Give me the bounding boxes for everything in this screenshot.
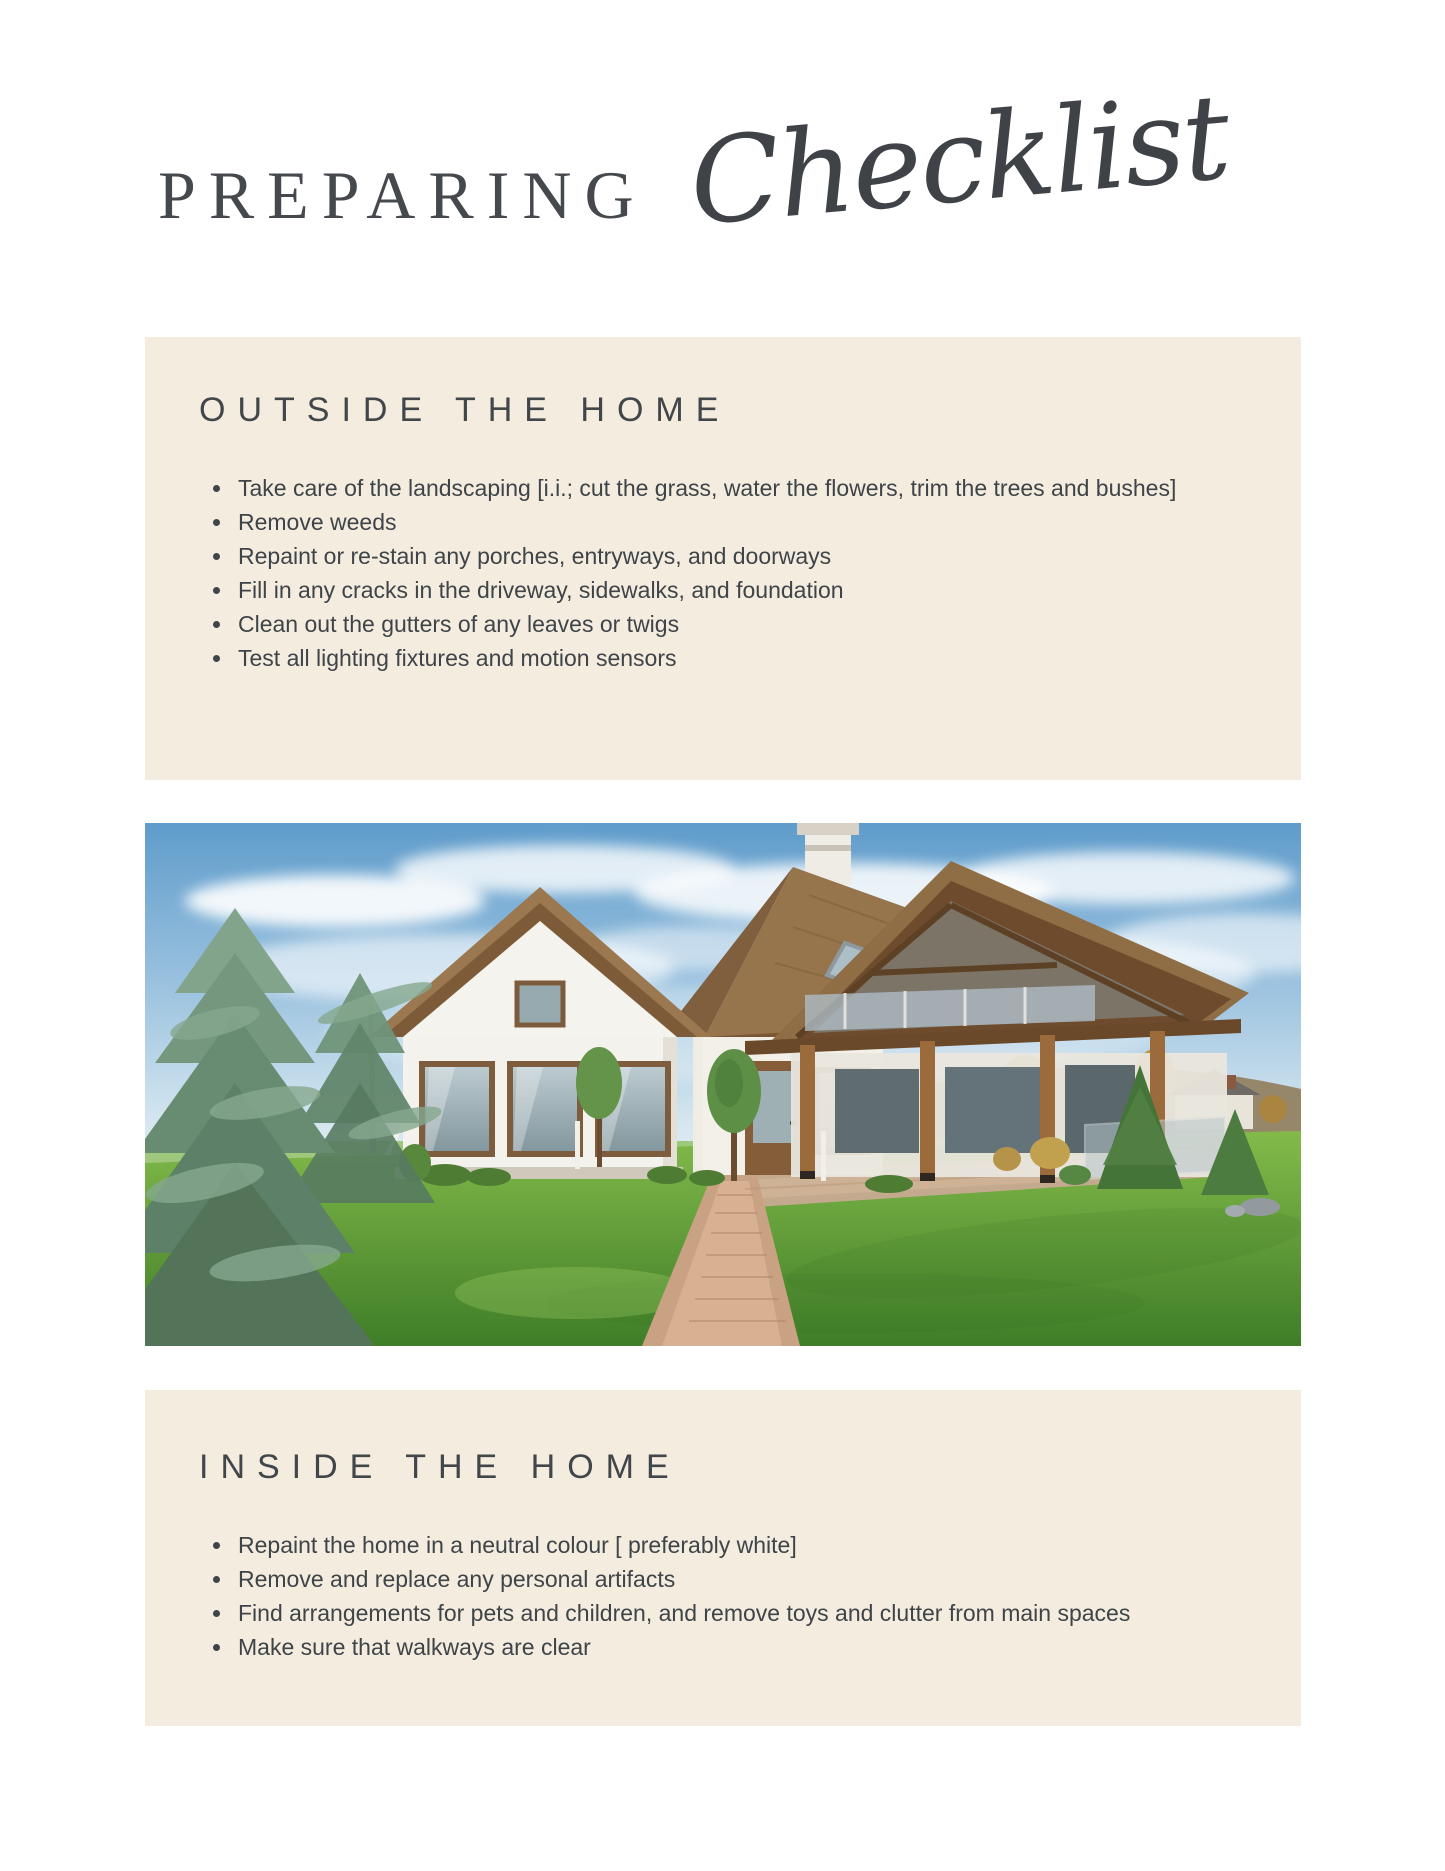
checklist-item: [213, 607, 1245, 641]
front-windows: [419, 1061, 671, 1157]
title-word-checklist: Checklist: [683, 67, 1234, 252]
section-inside-the-home: [145, 1390, 1301, 1726]
outside-heading: OUTSIDE THE HOME: [199, 391, 731, 429]
house-photo: [145, 823, 1301, 1346]
bullet-dot-icon: [213, 485, 220, 492]
checklist-item-text: Clean out the gutters of any leaves or twigs: [238, 611, 680, 637]
bullet-dot-icon: [213, 1542, 220, 1549]
bullet-dot-icon: [213, 621, 220, 628]
checklist-item-text: Make sure that walkways are clear: [238, 1634, 591, 1660]
inside-heading: INSIDE THE HOME: [199, 1448, 681, 1486]
checklist-item: [213, 539, 1245, 573]
white-stake-2: [821, 1131, 826, 1181]
checklist-item-text: Repaint the home in a neutral colour [ preferably white]: [238, 1532, 797, 1558]
title-word-preparing: PREPARING: [158, 157, 647, 233]
page-title: [158, 67, 1378, 252]
checklist-item-text: Remove weeds: [238, 509, 397, 535]
checklist-item: [213, 471, 1245, 505]
checklist-item: [213, 505, 1245, 539]
checklist-item-text: Find arrangements for pets and children, and remove toys and clutter from main spaces: [238, 1600, 1131, 1626]
bullet-dot-icon: [213, 655, 220, 662]
bullet-dot-icon: [213, 587, 220, 594]
bullet-dot-icon: [213, 1610, 220, 1617]
checklist-item: [213, 641, 1245, 675]
checklist-item: [213, 1596, 1245, 1630]
outside-checklist: [199, 471, 1245, 675]
section-outside-the-home: [145, 337, 1301, 780]
checklist-item-text: Test all lighting fixtures and motion sensors: [238, 645, 677, 671]
bullet-dot-icon: [213, 519, 220, 526]
checklist-item: [213, 1630, 1245, 1664]
checklist-item: [213, 573, 1245, 607]
white-stake-1: [575, 1121, 580, 1169]
downspout: [693, 1037, 703, 1175]
checklist-item-text: Take care of the landscaping [i.i.; cut the grass, water the flowers, trim the trees and bushes]: [238, 475, 1177, 501]
bullet-dot-icon: [213, 1644, 220, 1651]
house-photo-illustration: [145, 823, 1301, 1346]
checklist-item-text: Repaint or re-stain any porches, entryways, and doorways: [238, 543, 832, 569]
checklist-item: [213, 1528, 1245, 1562]
checklist-item-text: Fill in any cracks in the driveway, sidewalks, and foundation: [238, 577, 844, 603]
checklist-item-text: Remove and replace any personal artifacts: [238, 1566, 676, 1592]
bullet-dot-icon: [213, 1576, 220, 1583]
bullet-dot-icon: [213, 553, 220, 560]
inside-checklist: [199, 1528, 1245, 1664]
gable-window: [517, 983, 563, 1025]
checklist-item: [213, 1562, 1245, 1596]
